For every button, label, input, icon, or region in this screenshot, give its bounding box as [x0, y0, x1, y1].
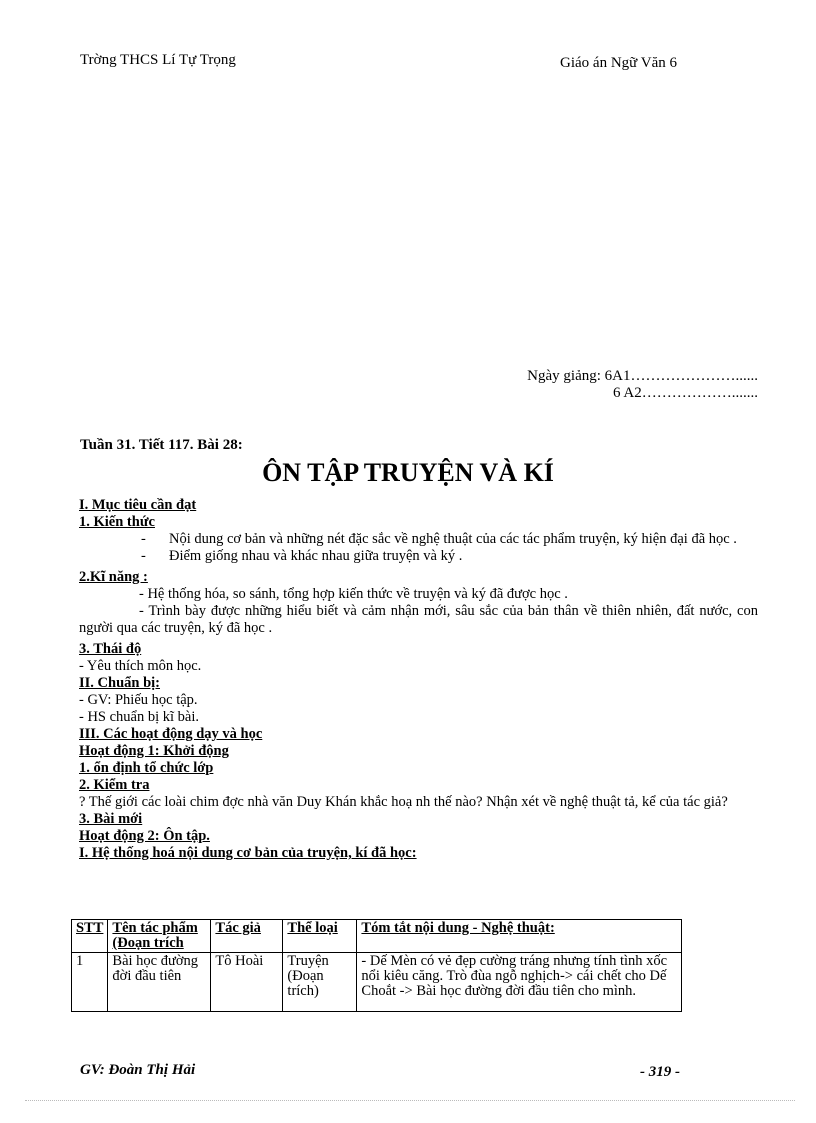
footer-page-number: - 319 -: [640, 1064, 680, 1080]
check-question: ? Thế giới các loài chim đợc nhà văn Duy Khán khắc hoạ nh thế nào? Nhận xét về nghệ thuật tả, kể của tác giả?: [79, 794, 728, 810]
page-title: ÔN TẬP TRUYỆN VÀ KÍ: [262, 458, 554, 487]
col-header-summary: Tóm tắt nội dung - Nghệ thuật:: [357, 920, 682, 953]
footer-teacher: GV: Đoàn Thị Hải: [80, 1062, 196, 1078]
header-course: Giáo án Ngữ Văn 6: [560, 55, 677, 71]
page-divider: [25, 1100, 795, 1101]
cell-genre: Truyện (Đoạn trích): [283, 953, 357, 1012]
heading-attitude: 3. Thái độ: [79, 641, 142, 657]
teaching-date-6a1: Ngày giảng: 6A1…………………......: [527, 368, 758, 384]
teaching-date-6a2: 6 A2……………….......: [612, 385, 758, 401]
col-header-genre: Thể loại: [283, 920, 357, 953]
list-item: - Điểm giống nhau và khác nhau giữa truyện và ký .: [79, 548, 758, 565]
section-activities: III. Các hoạt động dạy và học: [79, 726, 263, 742]
lesson-label: Tuần 31. Tiết 117. Bài 28:: [80, 437, 243, 453]
review-heading: I. Hệ thống hoá nội dung cơ bản của truyện, kí đã học:: [79, 845, 417, 861]
header-school: Trờng THCS Lí Tự Trọng: [80, 52, 236, 68]
heading-knowledge: 1. Kiến thức: [79, 514, 155, 530]
prep-students: - HS chuẩn bị kĩ bài.: [79, 709, 200, 725]
step-class-organization: 1. ổn định tổ chức lớp: [79, 760, 214, 776]
col-header-stt: STT: [72, 920, 108, 953]
cell-author: Tô Hoài: [211, 953, 283, 1012]
knowledge-item-1: Nội dung cơ bản và những nét đặc sắc về nghệ thuật của các tác phẩm truyện, ký hiện đại đã học .: [169, 531, 737, 547]
table-header-row: [72, 920, 682, 953]
cell-work: Bài học đường đời đầu tiên: [108, 953, 211, 1012]
section-preparation: II. Chuẩn bị:: [79, 675, 160, 691]
cell-stt: 1: [72, 953, 108, 1012]
skill-item-2: - Trình bày được những hiểu biết và cảm nhận mới, sâu sắc của bản thân về thiên nhiên, đất nước, con người qua các truyện, ký đã học .: [79, 603, 758, 636]
prep-teacher: - GV: Phiếu học tập.: [79, 692, 198, 708]
review-table: [71, 919, 682, 1012]
knowledge-item-2: Điểm giống nhau và khác nhau giữa truyện và ký .: [169, 548, 463, 564]
col-header-author: Tác giả: [211, 920, 283, 953]
cell-summary: - Dế Mèn có vẻ đẹp cường tráng nhưng tính tình xốc nổi kiêu căng. Trò đùa ngỗ nghịch-> cái chết cho Dế Choắt -> Bài học đường đời đầu tiên cho mình.: [357, 953, 682, 1012]
col-header-work: Tên tác phẩm (Đoạn trích: [108, 920, 211, 953]
step-check: 2. Kiểm tra: [79, 777, 150, 793]
activity-2: Hoạt động 2: Ôn tập.: [79, 828, 210, 844]
section-objectives: I. Mục tiêu cần đạt: [79, 497, 197, 513]
step-new-lesson: 3. Bài mới: [79, 811, 143, 827]
activity-1: Hoạt động 1: Khởi động: [79, 743, 229, 759]
heading-skills: 2.Kĩ năng :: [79, 569, 148, 585]
skill-item-1: - Hệ thống hóa, so sánh, tổng hợp kiến thức về truyện và ký đã được học .: [139, 586, 568, 602]
lesson-body: [79, 497, 758, 862]
list-item: - Nội dung cơ bản và những nét đặc sắc về nghệ thuật của các tác phẩm truyện, ký hiện đại đã học .: [79, 531, 758, 548]
attitude-item: - Yêu thích môn học.: [79, 658, 202, 674]
table-row: [72, 953, 682, 1012]
